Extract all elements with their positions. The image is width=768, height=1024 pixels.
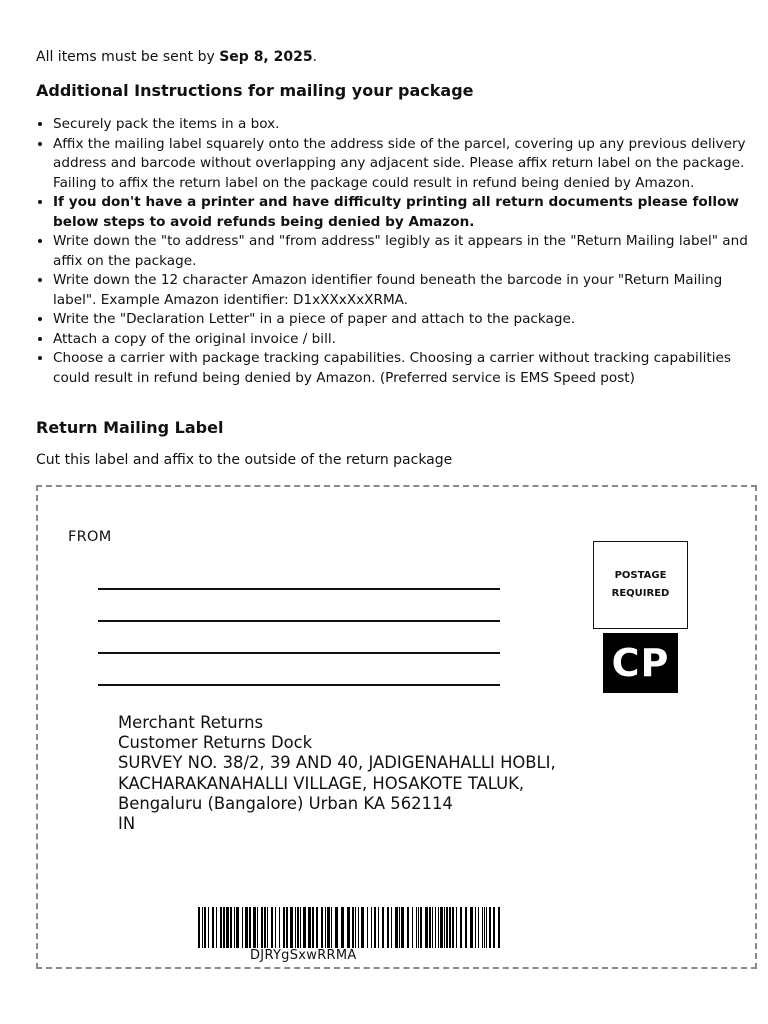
address-line: IN xyxy=(118,814,136,834)
postage-line: REQUIRED xyxy=(611,588,670,599)
barcode-identifier: DJRYgSxwRRMA xyxy=(250,948,357,963)
carrier-mark: CP xyxy=(603,633,678,693)
return-mailing-label xyxy=(36,485,757,969)
deadline-date: Sep 8, 2025 xyxy=(219,49,313,65)
list-item: • If you don't have a printer and have difficulty printing all return documents please follow below steps to avoid refunds being denied by Amazon. xyxy=(53,193,753,232)
list-item: • Attach a copy of the original invoice / bill. xyxy=(53,330,753,350)
list-item: • Write the "Declaration Letter" in a piece of paper and attach to the package. xyxy=(53,310,753,330)
address-line: Bengaluru (Bangalore) Urban KA 562114 xyxy=(118,793,453,813)
return-label-heading: Return Mailing Label xyxy=(36,418,224,437)
from-address-line xyxy=(98,684,500,686)
address-line: Merchant Returns xyxy=(118,713,264,732)
postage-line: POSTAGE xyxy=(614,570,667,581)
instructions-list xyxy=(36,115,753,388)
cut-label-note: Cut this label and affix to the outside of the return package xyxy=(36,452,453,468)
from-label: FROM xyxy=(68,529,112,545)
deadline-prefix: All items must be sent by xyxy=(36,49,220,65)
to-address xyxy=(118,713,556,834)
list-item: • Choose a carrier with package tracking capabilities. Choosing a carrier without tracking capabilities could result in refund being denied by Amazon. (Preferred service is EMS Speed post) xyxy=(53,349,753,388)
from-address-line xyxy=(98,588,500,590)
barcode xyxy=(198,907,502,948)
from-address-line xyxy=(98,652,500,654)
list-item: • Write down the "to address" and "from address" legibly as it appears in the "Return Mailing label" and affix on the package. xyxy=(53,232,753,271)
address-line: KACHARAKANAHALLI VILLAGE, HOSAKOTE TALUK, xyxy=(118,773,525,793)
from-address-line xyxy=(98,620,500,622)
instructions-heading: Additional Instructions for mailing your package xyxy=(36,81,474,100)
list-item: • Securely pack the items in a box. xyxy=(53,115,753,135)
list-item: • Affix the mailing label squarely onto the address side of the parcel, covering up any previous delivery address and barcode without overlapping any adjacent side. Please affix return label on the package. Failing to affix the return label on the package could result in refund being denied by Amazon. xyxy=(53,135,753,194)
postage-required-box xyxy=(593,541,688,629)
ship-by-deadline xyxy=(36,49,317,65)
list-item: • Write down the 12 character Amazon identifier found beneath the barcode in your "Return Mailing label". Example Amazon identifier: D1xXXxXxXRMA. xyxy=(53,271,753,310)
address-line: Customer Returns Dock xyxy=(118,733,313,753)
address-line: SURVEY NO. 38/2, 39 AND 40, JADIGENAHALLI HOBLI, xyxy=(118,753,556,773)
deadline-suffix: . xyxy=(312,49,318,65)
